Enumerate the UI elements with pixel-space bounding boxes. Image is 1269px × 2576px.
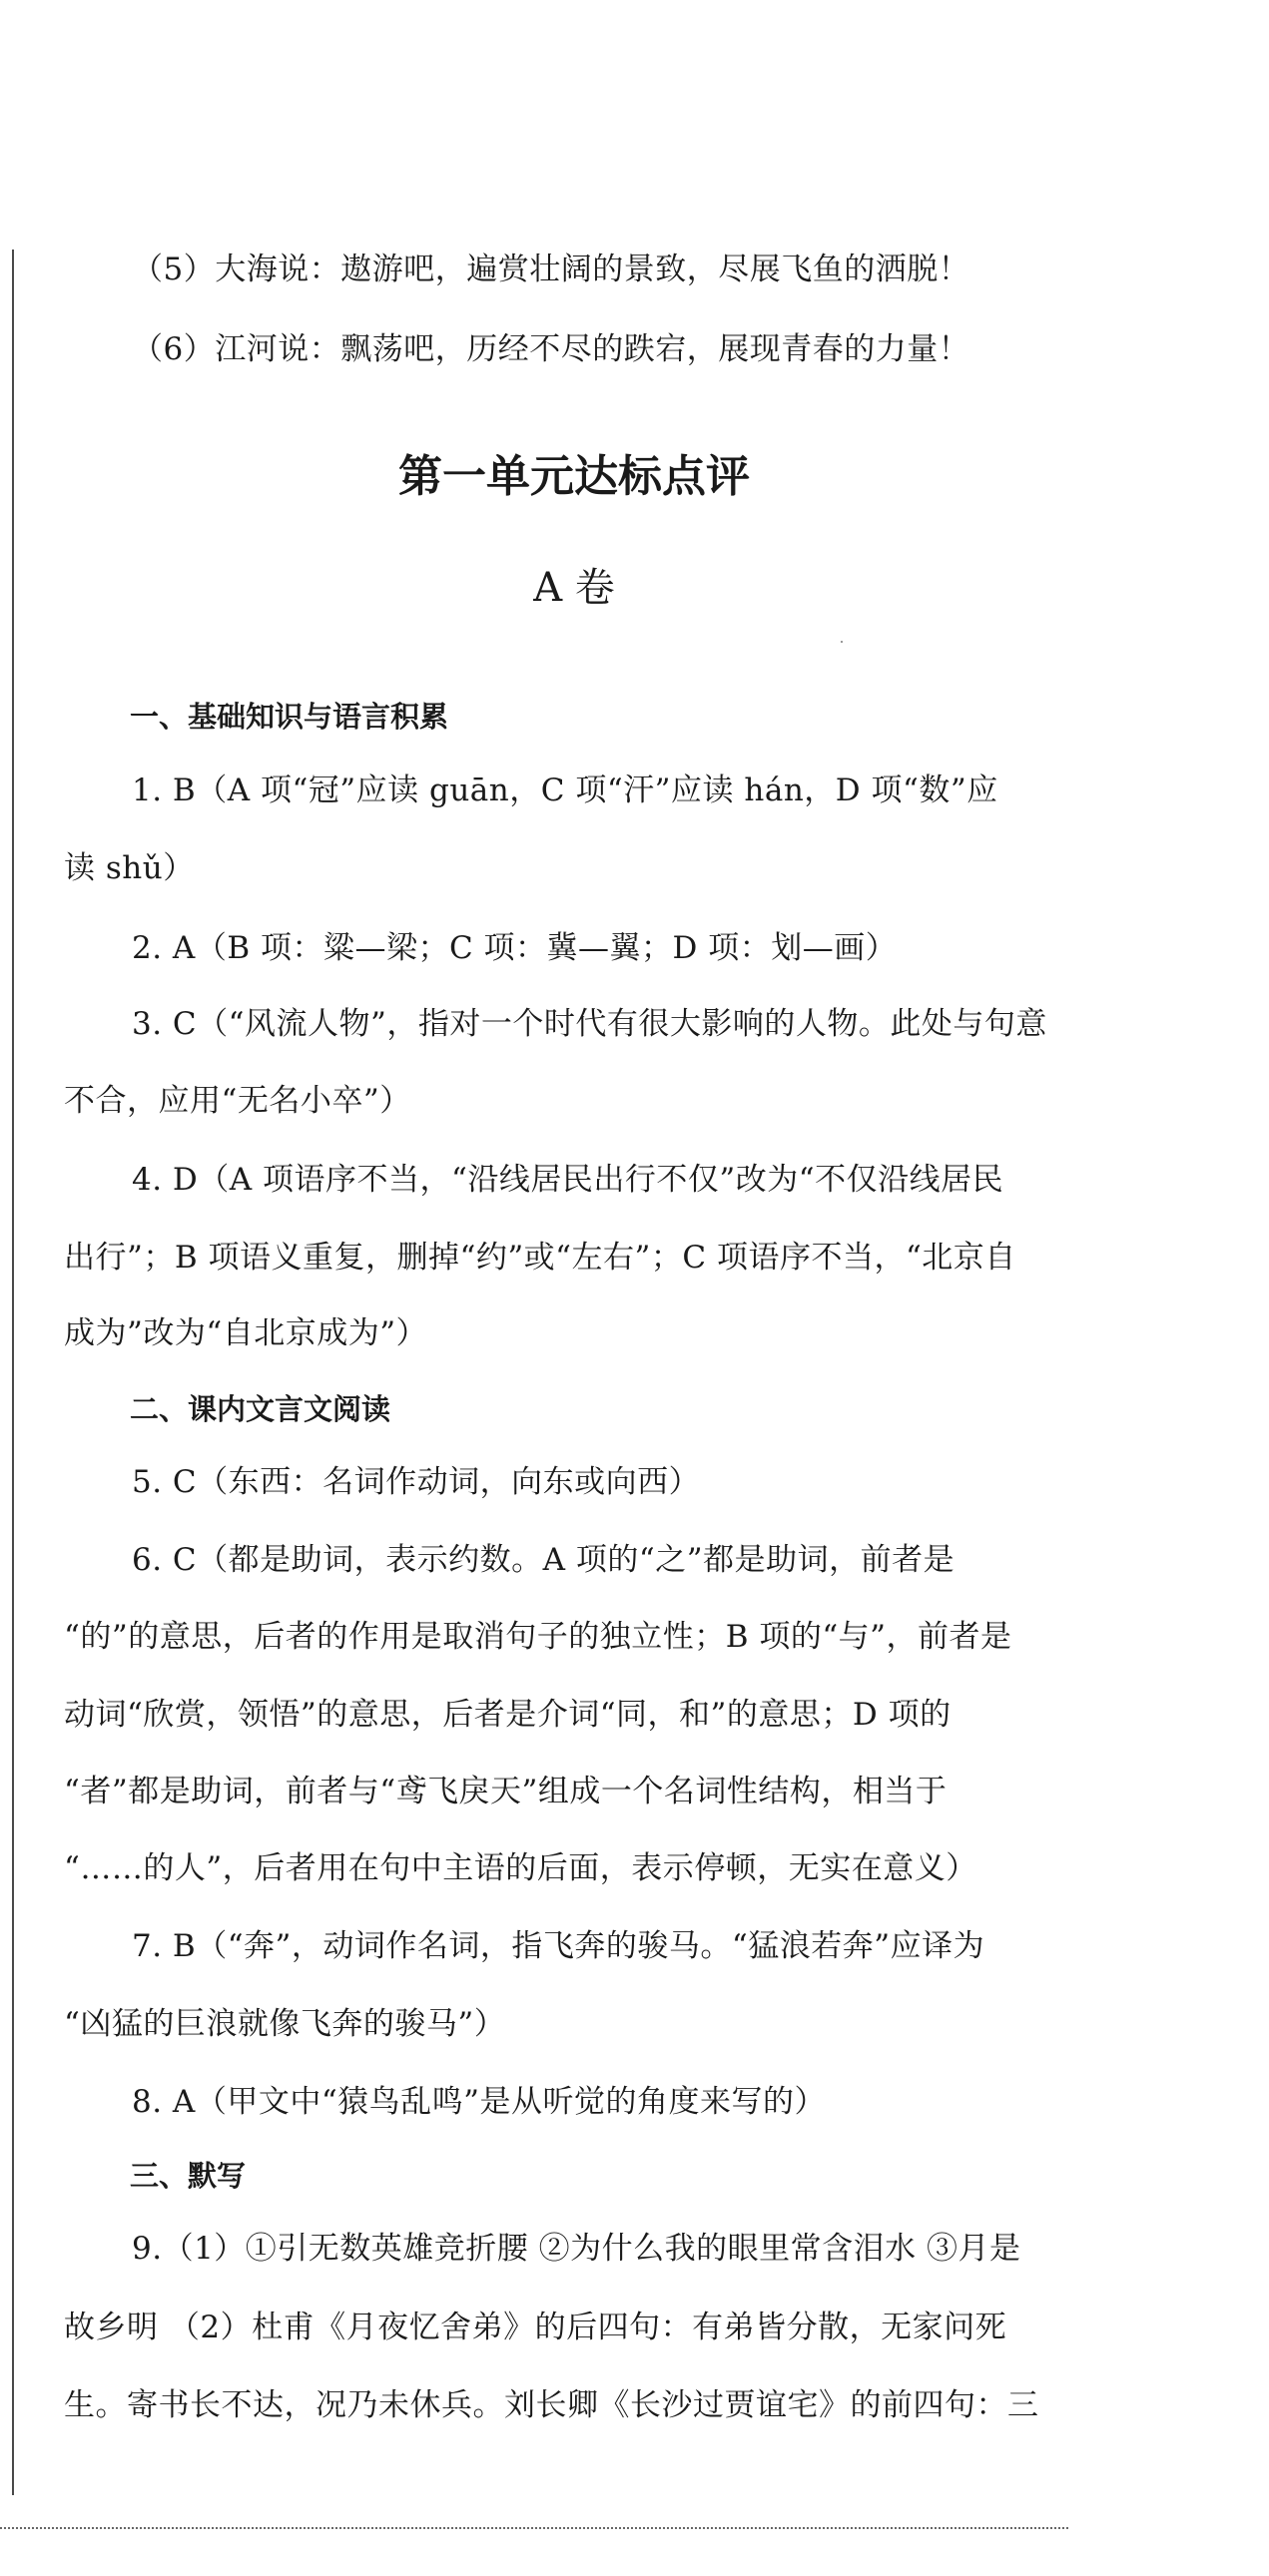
answer-6-line-1: 6. C（都是助词，表示约数。A 项的“之”都是助词，前者是 <box>132 1542 955 1578</box>
answer-5: 5. C（东西：名词作动词，向东或向西） <box>132 1464 701 1500</box>
answer-7-line-2: “凶猛的巨浪就像飞奔的骏马”） <box>64 2006 506 2042</box>
answer-4-line-3: 成为”改为“自北京成为”） <box>64 1315 428 1351</box>
answer-4-line-2: 出行”；B 项语义重复，删掉“约”或“左右”；C 项语序不当，“北京自 <box>64 1240 1016 1276</box>
paper-subtitle: A 卷 <box>533 565 615 611</box>
answer-7-line-1: 7. B（“奔”，动词作名词，指飞奔的骏马。“猛浪若奔”应译为 <box>132 1928 985 1964</box>
scan-speck <box>841 641 843 643</box>
answer-6-line-2: “的”的意思，后者的作用是取消句子的独立性；B 项的“与”，前者是 <box>64 1619 1012 1655</box>
answer-3-line-2: 不合，应用“无名小卒”） <box>64 1083 411 1119</box>
answer-1-line-2: 读 shǔ） <box>64 850 195 886</box>
answer-6-line-3: 动词“欣赏，领悟”的意思，后者是介词“同，和”的意思；D 项的 <box>64 1697 952 1733</box>
section-heading-2: 二、课内文言文阅读 <box>130 1392 391 1426</box>
answer-6-line-4: “者”都是助词，前者与“鸢飞戾天”组成一个名词性结构，相当于 <box>64 1774 948 1809</box>
intro-line-6: （6）江河说：飘荡吧，历经不尽的跌宕，展现青春的力量！ <box>132 331 970 367</box>
section-heading-1: 一、基础知识与语言积累 <box>130 700 449 734</box>
unit-title: 第一单元达标点评 <box>398 451 750 502</box>
answer-9-line-1: 9.（1）①引无数英雄竞折腰 ②为什么我的眼里常含泪水 ③月是 <box>132 2231 1021 2267</box>
answer-8: 8. A（甲文中“猿鸟乱鸣”是从听觉的角度来写的） <box>132 2084 827 2120</box>
bottom-dotted-rule <box>0 2527 1068 2529</box>
answer-4-line-1: 4. D（A 项语序不当，“沿线居民出行不仅”改为“不仅沿线居民 <box>132 1162 1004 1198</box>
answer-2: 2. A（B 项：粱—梁；C 项：冀—翼；D 项：划—画） <box>132 930 898 966</box>
section-heading-3: 三、默写 <box>130 2159 247 2193</box>
answer-1-line-1: 1. B（A 项“冠”应读 guān，C 项“汗”应读 hán，D 项“数”应 <box>132 773 998 808</box>
answer-9-line-3: 生。寄书长不达，况乃未休兵。刘长卿《长沙过贾谊宅》的前四句：三 <box>64 2387 1039 2423</box>
intro-line-5: （5）大海说：遨游吧，遍赏壮阔的景致，尽展飞鱼的洒脱！ <box>132 252 970 287</box>
answer-6-line-5: “……的人”，后者用在句中主语的后面，表示停顿，无实在意义） <box>64 1850 977 1886</box>
answer-9-line-2: 故乡明 （2）杜甫《月夜忆舍弟》的后四句：有弟皆分散，无家问死 <box>64 2310 1007 2345</box>
answer-3-line-1: 3. C（“风流人物”，指对一个时代有很大影响的人物。此处与句意 <box>132 1006 1047 1042</box>
